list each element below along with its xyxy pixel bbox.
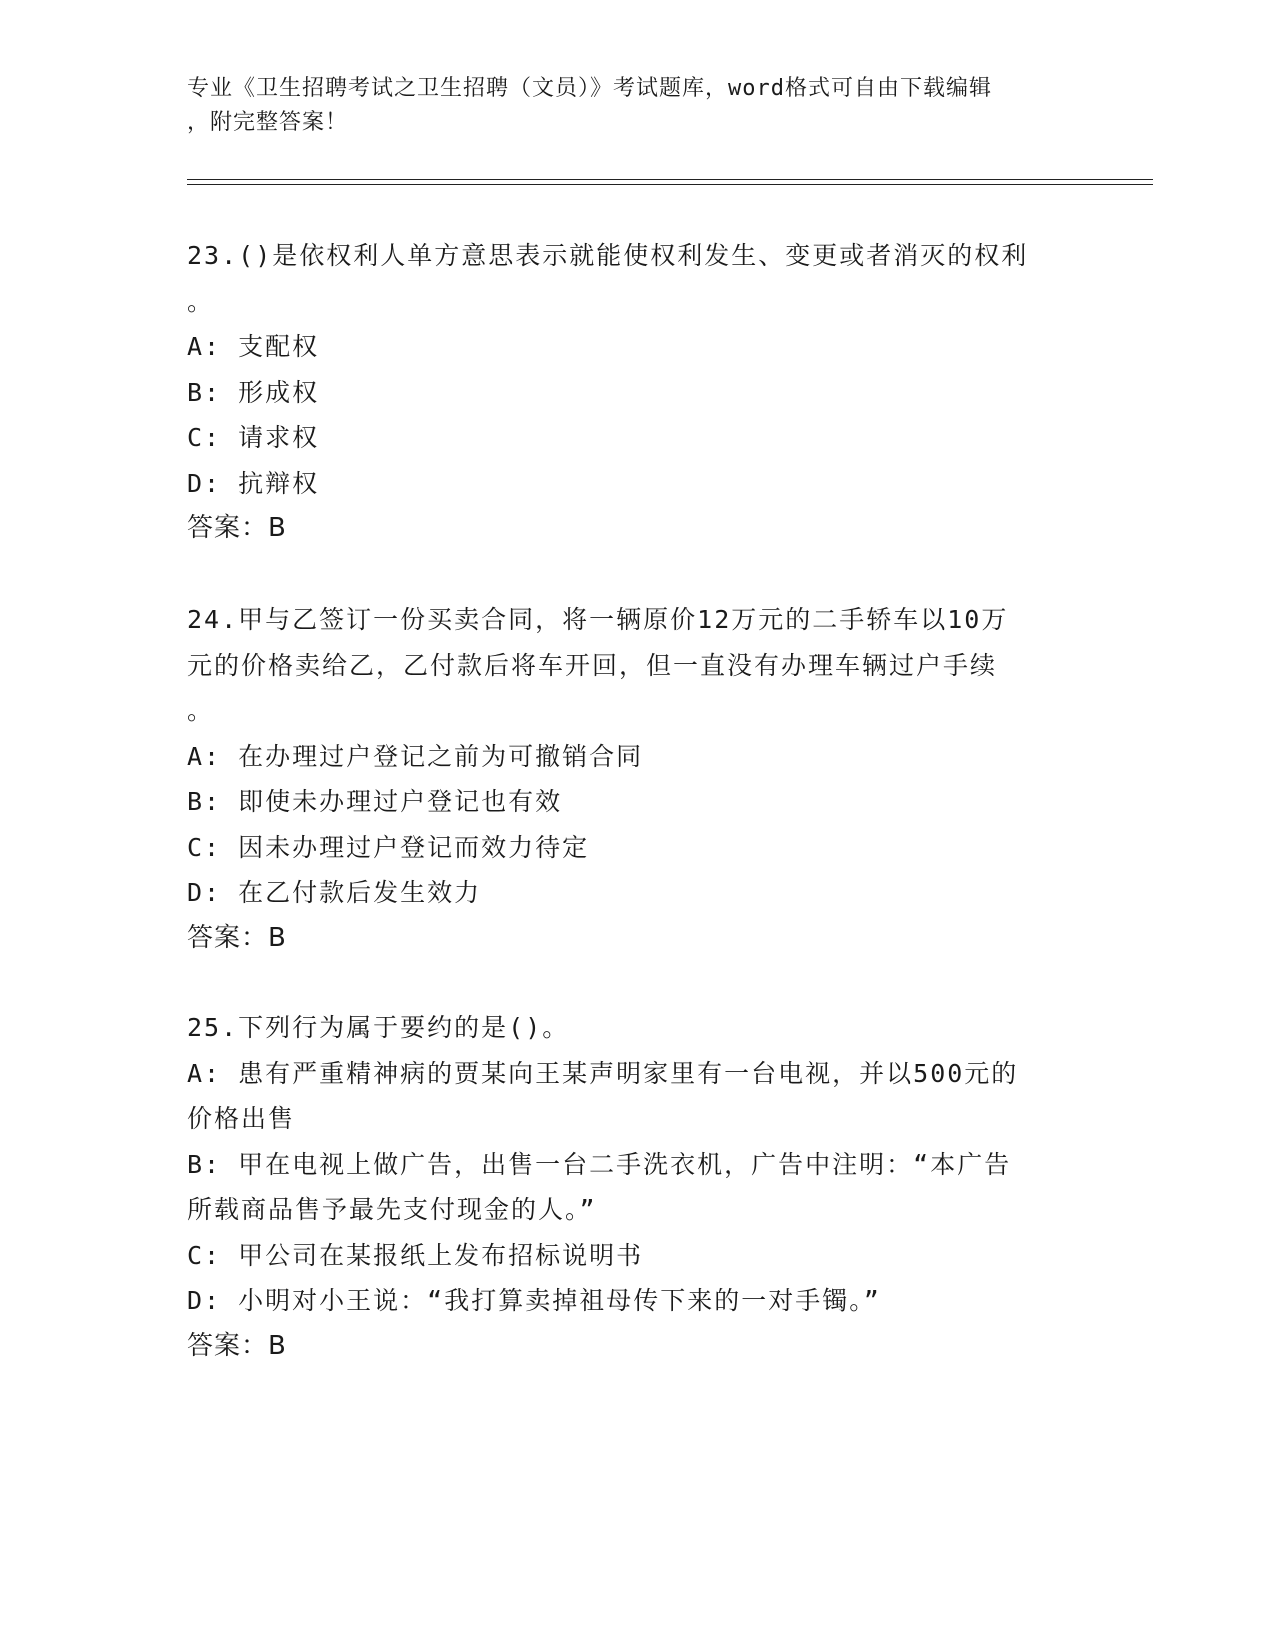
- header-divider-bottom: [187, 184, 1153, 185]
- question-stem-line: 。: [187, 696, 215, 725]
- answer-line: 答案：B: [187, 922, 287, 953]
- question-stem-line: 元的价格卖给乙，乙付款后将车开回，但一直没有办理车辆过户手续: [187, 650, 998, 680]
- question-stem-line: 。: [187, 286, 215, 316]
- answer-line: 答案：B: [187, 1330, 287, 1361]
- header-line-2: ，附完整答案！: [187, 110, 349, 135]
- option-b: B: 形成权: [187, 377, 320, 407]
- option-b-continued: 所载商品售予最先支付现金的人。”: [187, 1195, 597, 1224]
- question-stem-line: 23.()是依权利人单方意思表示就能使权利发生、变更或者消灭的权利: [187, 241, 1029, 270]
- question-24: [187, 597, 1067, 961]
- header-line-1: 专业《卫生招聘考试之卫生招聘（文员）》考试题库，word格式可自由下载编辑: [187, 76, 992, 101]
- answer-line: 答案：B: [187, 513, 287, 543]
- option-d: D: 在乙付款后发生效力: [187, 878, 482, 907]
- header-divider-top: [187, 179, 1153, 180]
- option-d: D: 小明对小王说：“我打算卖掉祖母传下来的一对手镯。”: [187, 1286, 881, 1315]
- option-a: A: 支配权: [187, 332, 320, 361]
- option-b: B: 即使未办理过户登记也有效: [187, 787, 563, 816]
- option-a-continued: 价格出售: [187, 1104, 296, 1133]
- option-b: B: 甲在电视上做广告，出售一台二手洗衣机，广告中注明：“本广告: [187, 1149, 1012, 1179]
- question-stem-line: 24.甲与乙签订一份买卖合同，将一辆原价12万元的二手轿车以10万: [187, 605, 1009, 634]
- question-23: [187, 233, 1067, 552]
- question-stem-line: 25.下列行为属于要约的是()。: [187, 1013, 570, 1042]
- option-a: A: 患有严重精神病的贾某向王某声明家里有一台电视，并以500元的: [187, 1058, 1019, 1088]
- option-d: D: 抗辩权: [187, 468, 320, 498]
- question-25: [187, 1005, 1067, 1369]
- option-a: A: 在办理过户登记之前为可撤销合同: [187, 741, 644, 771]
- option-c: C: 请求权: [187, 423, 320, 452]
- option-c: C: 因未办理过户登记而效力待定: [187, 832, 590, 862]
- document-header: [187, 72, 1067, 140]
- option-c: C: 甲公司在某报纸上发布招标说明书: [187, 1240, 644, 1270]
